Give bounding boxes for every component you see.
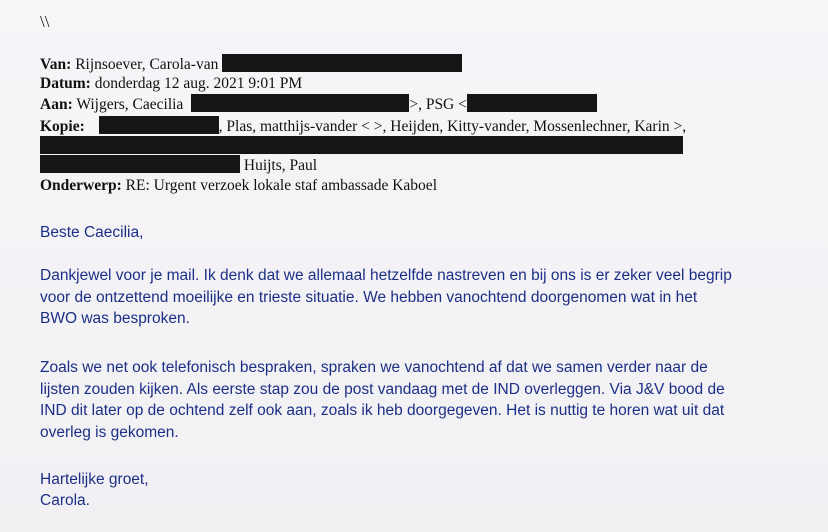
redaction-block — [40, 155, 240, 173]
to-label: Aan: — [40, 96, 73, 113]
to-value: Wijgers, Caecilia — [76, 96, 184, 113]
paragraph-line: BWO was besproken. — [40, 310, 190, 327]
paragraph-1 — [40, 265, 732, 330]
date-value: donderdag 12 aug. 2021 9:01 PM — [94, 75, 303, 92]
cc-value: , Plas, matthijs-vander < >, Heijden, Kitty-vander, Mossenlechner, Karin >, — [218, 118, 687, 135]
paragraph-2 — [40, 357, 725, 443]
from-label: Van: — [40, 56, 72, 73]
cc-line-2 — [40, 136, 683, 157]
redaction-block — [99, 116, 219, 134]
cc-value-2: Huijts, Paul — [243, 157, 318, 174]
cc-label: Kopie: — [40, 118, 85, 135]
paragraph-line: Dankjewel voor je mail. Ik denk dat we allemaal hetzelfde nastreven en bij ons is er zeker veel begrip — [40, 267, 732, 284]
page-marker: \\ — [40, 12, 50, 31]
subject-value: RE: Urgent verzoek lokale staf ambassade Kaboel — [125, 177, 437, 194]
signature: Carola. — [40, 492, 90, 509]
cc-line-3 — [40, 155, 317, 176]
paragraph-line: overleg is gekomen. — [40, 423, 179, 441]
paragraph-line: lijsten zouden kijken. Als eerste stap zou de post vandaag met de IND overleggen. Via J&V bood de — [40, 380, 725, 398]
to-line — [40, 94, 597, 115]
redaction-block — [222, 54, 462, 72]
date-label: Datum: — [40, 75, 91, 92]
date-line — [40, 74, 302, 94]
from-value: Rijnsoever, Carola-van — [75, 56, 219, 73]
greeting: Beste Caecilia, — [40, 224, 144, 241]
paragraph-line: voor de ontzettend moeilijke en trieste situatie. We hebben vanochtend doorgenomen wat in het — [40, 288, 698, 306]
redaction-block — [40, 136, 683, 154]
from-line — [40, 54, 462, 75]
redaction-block — [191, 94, 409, 112]
closing: Hartelijke groet, — [40, 471, 149, 488]
subject-label: Onderwerp: — [40, 177, 122, 194]
paragraph-line: Zoals we net ook telefonisch bespraken, spraken we vanochtend af dat we samen verder naar de — [40, 359, 708, 376]
redaction-block — [467, 94, 597, 112]
paragraph-line: IND dit later op de ochtend zelf ook aan, zoals ik heb doorgegeven. Het is nuttig te horen wat uit dat — [40, 402, 725, 419]
subject-line — [40, 176, 437, 196]
to-value-2: >, PSG < — [409, 96, 467, 113]
cc-line — [40, 116, 686, 137]
